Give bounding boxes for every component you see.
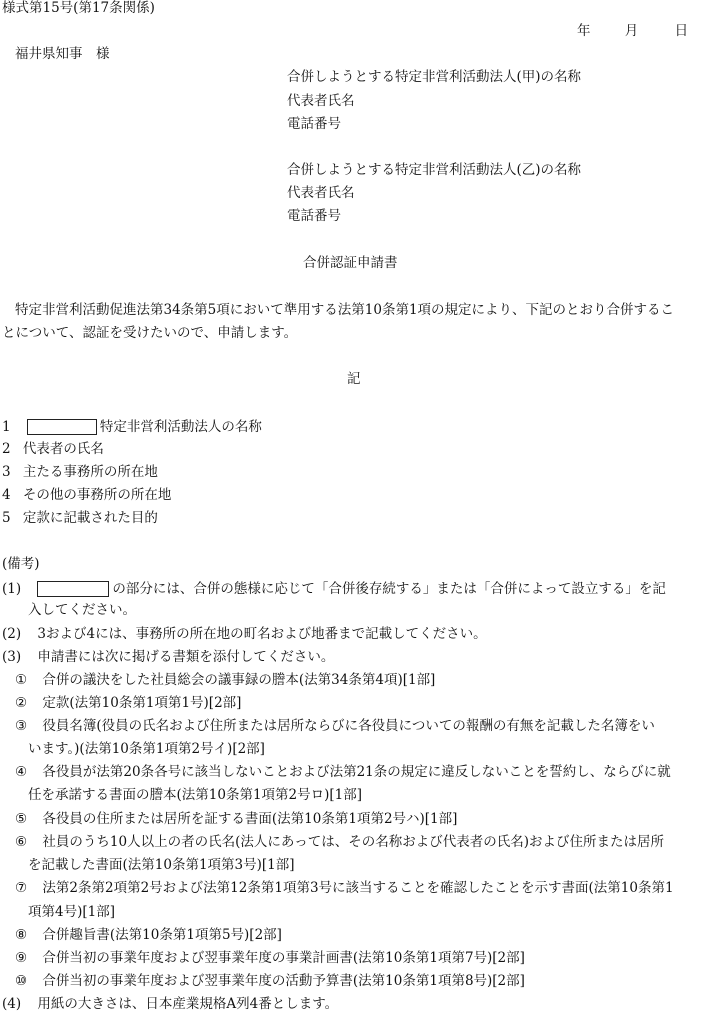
applicant-b-name-label: 合併しようとする特定非営利活動法人(乙)の名称 — [287, 162, 582, 178]
date-year: 年 — [577, 23, 591, 39]
doc-mark: ⑥ — [15, 834, 28, 850]
item-number: 3 — [2, 464, 11, 480]
doc-item-2 — [15, 697, 241, 711]
doc-mark: ⑦ — [15, 880, 28, 896]
note-text: の部分には、合併の態様に応じて「合併後存続する」または「合併によって設立する」を記 — [112, 581, 666, 597]
doc-item-4-cont: 任を承諾する書面の謄本(法第10条第1項第2号ロ)[1部] — [28, 787, 363, 803]
item-number: 2 — [2, 441, 11, 457]
body-line-2: とについて、認証を受けたいので、申請します。 — [2, 325, 298, 341]
doc-mark: ⑧ — [15, 927, 28, 943]
doc-text: 合併当初の事業年度および翌事業年度の活動予算書(法第10条第1項第8号)[2部] — [42, 973, 525, 989]
item-text: 代表者の氏名 — [22, 441, 104, 457]
note-number: (4) — [2, 996, 22, 1012]
date-day: 日 — [674, 23, 689, 39]
note-text: 申請書には次に掲げる書類を添付してください。 — [37, 649, 335, 665]
note-number: (1) — [2, 581, 22, 597]
doc-mark: ③ — [15, 718, 28, 734]
document-title: 合併認証申請書 — [303, 255, 398, 271]
item-text: 定款に記載された目的 — [22, 510, 158, 526]
note-text: 3および4には、事務所の所在地の町名および地番まで記載してください。 — [37, 626, 487, 642]
doc-mark: ⑨ — [15, 950, 28, 966]
item-number: 1 — [2, 419, 11, 435]
body-line-1: 特定非営利活動促進法第34条第5項において準用する法第10条第1項の規定により、下記のとおり合併するこ — [15, 302, 675, 318]
note-text: 用紙の大きさは、日本産業規格A列4番とします。 — [37, 996, 339, 1012]
item-3 — [2, 466, 158, 480]
doc-text: 社員のうち10人以上の者の氏名(法人にあっては、その名称および代表者の氏名)および住所または居所 — [42, 834, 664, 850]
item-text: 特定非営利活動法人の名称 — [99, 419, 262, 435]
item-number: 5 — [2, 510, 11, 526]
item-5 — [2, 512, 158, 526]
note-2 — [2, 628, 487, 642]
applicant-a-phone-label: 電話番号 — [287, 116, 341, 132]
blank-box — [27, 419, 97, 435]
note-1-line-1 — [2, 581, 666, 597]
doc-item-10 — [15, 975, 525, 989]
doc-text: 合併趣旨書(法第10条第1項第5号)[2部] — [42, 927, 282, 943]
doc-text: 法第2条第2項第2号および法第12条第1項第3号に該当することを確認したことを示す書面(法第10条第1 — [42, 880, 674, 896]
item-1 — [2, 419, 262, 435]
doc-item-3-cont: います。)(法第10条第1項第2号イ)[2部] — [28, 741, 265, 757]
doc-item-1 — [15, 674, 435, 688]
applicant-a-rep-label: 代表者氏名 — [287, 93, 355, 109]
notes-heading: (備考) — [2, 556, 40, 572]
doc-text: 定款(法第10条第1項第1号)[2部] — [42, 695, 242, 711]
item-number: 4 — [2, 487, 11, 503]
doc-mark: ① — [15, 672, 28, 688]
applicant-a-name-label: 合併しようとする特定非営利活動法人(甲)の名称 — [287, 69, 582, 85]
doc-item-4 — [15, 766, 671, 780]
addressee: 福井県知事 様 — [15, 46, 110, 62]
doc-mark: ② — [15, 695, 28, 711]
note-number: (2) — [2, 626, 22, 642]
doc-mark: ④ — [15, 764, 28, 780]
item-4 — [2, 489, 171, 503]
ki-heading: 記 — [347, 371, 361, 387]
applicant-b-phone-label: 電話番号 — [287, 208, 341, 224]
doc-item-6-cont: を記載した書面(法第10条第1項第3号)[1部] — [28, 857, 295, 873]
form-code: 様式第15号(第17条関係) — [2, 0, 155, 16]
doc-text: 各役員が法第20条各号に該当しないことおよび法第21条の規定に違反しないことを誓約し、ならびに就 — [42, 764, 671, 780]
item-2 — [2, 443, 104, 457]
blank-box — [37, 581, 109, 597]
doc-text: 合併当初の事業年度および翌事業年度の事業計画書(法第10条第1項第7号)[2部] — [42, 950, 525, 966]
doc-item-9 — [15, 952, 525, 966]
doc-mark: ⑤ — [15, 811, 28, 827]
doc-item-7-cont: 項第4号)[1部] — [28, 904, 115, 920]
doc-item-3 — [15, 720, 655, 734]
doc-text: 役員名簿(役員の氏名および住所または居所ならびに各役員についての報酬の有無を記載した名簿をい — [42, 718, 655, 734]
note-1-line-2: 入してください。 — [28, 602, 136, 618]
doc-text: 合併の議決をした社員総会の議事録の謄本(法第34条第4項)[1部] — [42, 672, 436, 688]
doc-item-7 — [15, 882, 674, 896]
doc-item-8 — [15, 929, 282, 943]
date-month: 月 — [624, 23, 639, 39]
note-number: (3) — [2, 649, 22, 665]
doc-text: 各役員の住所または居所を証する書面(法第10条第1項第2号ハ)[1部] — [42, 811, 458, 827]
date-line — [577, 25, 688, 39]
doc-item-5 — [15, 813, 457, 827]
doc-item-6 — [15, 836, 664, 850]
doc-mark: ⑩ — [15, 973, 28, 989]
applicant-b-rep-label: 代表者氏名 — [287, 185, 355, 201]
note-3 — [2, 651, 334, 665]
item-text: その他の事務所の所在地 — [22, 487, 172, 503]
note-4 — [2, 998, 338, 1012]
item-text: 主たる事務所の所在地 — [22, 464, 158, 480]
